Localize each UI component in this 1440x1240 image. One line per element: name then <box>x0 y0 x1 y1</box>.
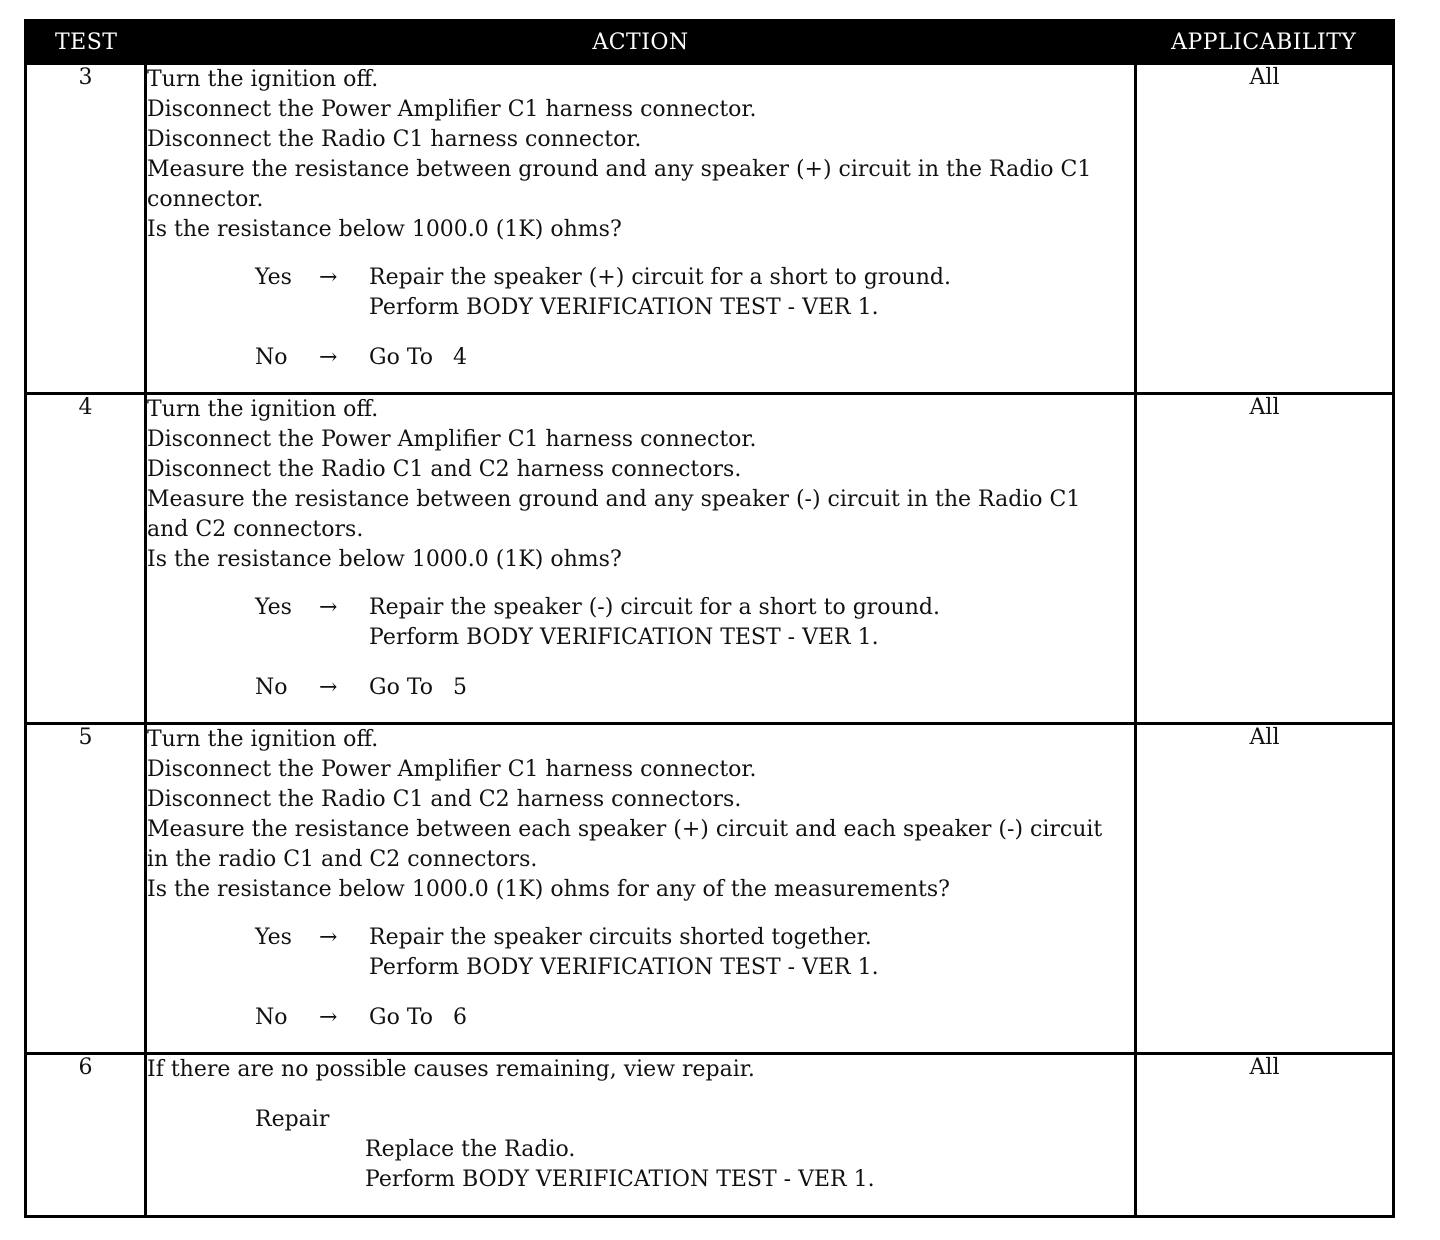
diagnostic-test-table <box>24 19 1395 1218</box>
goto-instruction <box>369 343 467 373</box>
yes-instructions <box>369 923 879 983</box>
action-line: Disconnect the Radio C1 harness connector. <box>147 127 642 152</box>
goto-instruction <box>369 1003 467 1033</box>
test-number: 3 <box>26 64 146 394</box>
action-line: Disconnect the Power Amplifier C1 harness connector. <box>147 757 757 782</box>
arrow-right-icon: → <box>319 675 338 700</box>
applicability-value: All <box>1136 724 1394 1054</box>
action-line: Measure the resistance between ground and any speaker (+) circuit in the Radio C1 <box>147 157 1092 182</box>
no-label: No <box>255 345 288 370</box>
action-line: Measure the resistance between each speaker (+) circuit and each speaker (-) circuit <box>147 817 1103 842</box>
goto-label: Go To <box>369 345 434 370</box>
table-row-test-6 <box>26 1054 1394 1217</box>
header-applicability: APPLICABILITY <box>1136 21 1394 64</box>
table-row-test-5 <box>26 724 1394 1054</box>
action-cell <box>146 724 1136 1054</box>
action-line: Disconnect the Radio C1 and C2 harness connectors. <box>147 457 742 482</box>
header-test: TEST <box>26 21 146 64</box>
no-answer <box>255 673 1134 703</box>
action-cell <box>146 394 1136 724</box>
arrow-right-icon: → <box>319 1005 338 1030</box>
action-line: connector. <box>147 187 264 212</box>
applicability-value: All <box>1136 1054 1394 1217</box>
arrow-right-icon: → <box>319 345 338 370</box>
action-line: and C2 connectors. <box>147 517 364 542</box>
action-cell <box>146 64 1136 394</box>
no-answer <box>255 1003 1134 1033</box>
arrow-right-icon: → <box>319 925 338 950</box>
repair-instructions <box>365 1135 1134 1195</box>
action-question: Is the resistance below 1000.0 (1K) ohms for any of the measurements? <box>147 877 950 902</box>
yes-instructions <box>369 593 940 653</box>
test-number: 4 <box>26 394 146 724</box>
repair-block <box>255 1105 1134 1195</box>
table-row-test-3 <box>26 64 1394 394</box>
action-line: Turn the ignition off. <box>147 67 379 92</box>
arrow-right-icon: → <box>319 595 338 620</box>
action-line: Disconnect the Radio C1 and C2 harness connectors. <box>147 787 742 812</box>
action-line: in the radio C1 and C2 connectors. <box>147 847 538 872</box>
action-line: Disconnect the Power Amplifier C1 harness connector. <box>147 427 757 452</box>
yes-label: Yes <box>255 595 292 620</box>
yes-instruction-line: Repair the speaker (+) circuit for a short to ground. <box>369 265 951 290</box>
action-line: Turn the ignition off. <box>147 727 379 752</box>
applicability-value: All <box>1136 394 1394 724</box>
table-header-row <box>26 21 1394 64</box>
action-line: If there are no possible causes remaining, view repair. <box>147 1057 755 1082</box>
yes-label: Yes <box>255 925 292 950</box>
yes-label: Yes <box>255 265 292 290</box>
yes-answer <box>255 923 1134 983</box>
no-answer <box>255 343 1134 373</box>
action-line: Disconnect the Power Amplifier C1 harness connector. <box>147 97 757 122</box>
header-action: ACTION <box>146 21 1136 64</box>
test-number: 6 <box>26 1054 146 1217</box>
goto-test-number: 4 <box>453 345 468 370</box>
repair-instruction-line: Perform BODY VERIFICATION TEST - VER 1. <box>365 1167 875 1192</box>
goto-label: Go To <box>369 1005 434 1030</box>
action-question: Is the resistance below 1000.0 (1K) ohms? <box>147 217 622 242</box>
action-cell <box>146 1054 1136 1217</box>
yes-instruction-line: Repair the speaker circuits shorted together. <box>369 925 872 950</box>
yes-instruction-line: Perform BODY VERIFICATION TEST - VER 1. <box>369 955 879 980</box>
repair-instruction-line: Replace the Radio. <box>365 1137 576 1162</box>
yes-answer <box>255 593 1134 653</box>
yes-instruction-line: Perform BODY VERIFICATION TEST - VER 1. <box>369 295 879 320</box>
applicability-value: All <box>1136 64 1394 394</box>
goto-instruction <box>369 673 467 703</box>
yes-instruction-line: Perform BODY VERIFICATION TEST - VER 1. <box>369 625 879 650</box>
arrow-right-icon: → <box>319 265 338 290</box>
yes-answer <box>255 263 1134 323</box>
action-line: Turn the ignition off. <box>147 397 379 422</box>
no-label: No <box>255 1005 288 1030</box>
action-line: Measure the resistance between ground and any speaker (-) circuit in the Radio C1 <box>147 487 1081 512</box>
repair-label: Repair <box>255 1107 330 1132</box>
action-question: Is the resistance below 1000.0 (1K) ohms? <box>147 547 622 572</box>
goto-test-number: 5 <box>453 675 468 700</box>
goto-test-number: 6 <box>453 1005 468 1030</box>
test-number: 5 <box>26 724 146 1054</box>
yes-instruction-line: Repair the speaker (-) circuit for a short to ground. <box>369 595 940 620</box>
table-row-test-4 <box>26 394 1394 724</box>
yes-instructions <box>369 263 951 323</box>
no-label: No <box>255 675 288 700</box>
goto-label: Go To <box>369 675 434 700</box>
